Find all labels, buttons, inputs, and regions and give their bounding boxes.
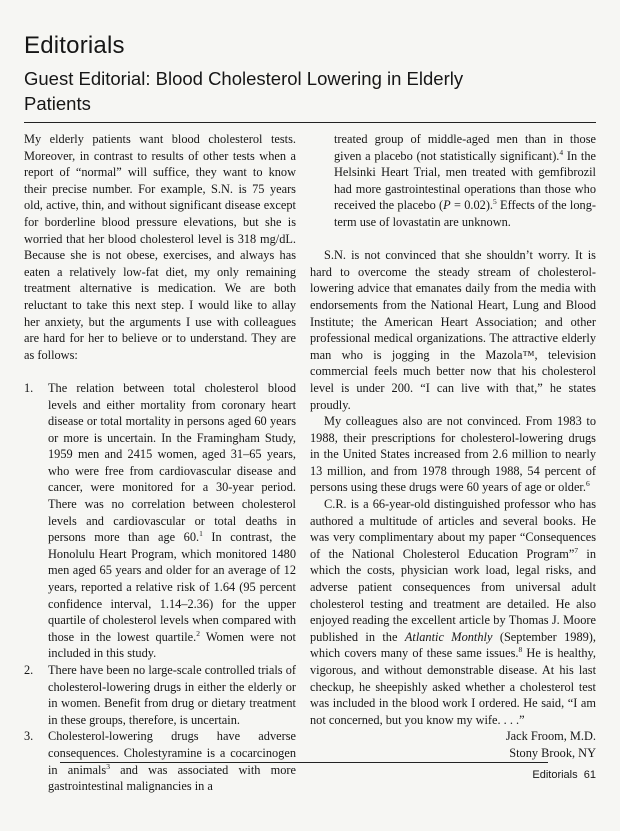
- section-title: Editorials: [24, 32, 125, 59]
- article-title: Guest Editorial: Blood Cholesterol Lowering in Elderly Patients: [24, 68, 464, 114]
- footer-label: Editorials: [532, 769, 578, 781]
- list-item-continuation: [310, 131, 596, 231]
- paragraph-text: My colleagues also are not convinced. From 1983 to 1988, their prescriptions for cholesterol-lowering drugs in the United States increased from 2.6 million to nearly 13 million, and from 1978 through 1988, 54 percent of persons using these drugs were 60 years of age or older.: [310, 414, 596, 495]
- top-rule: [24, 122, 596, 123]
- list-text: In contrast, the Honolulu Heart Program, which monitored 1480 men aged 65 years and older for an average of 12 years, reported a relative risk of 1.64 (95 percent confidence interval, 1.14–2.36) for the upper quartile of cholesterol levels when compared with those in the lowest quartile.: [48, 530, 296, 644]
- reference-mark: 6: [585, 479, 590, 489]
- signature: [310, 728, 596, 761]
- page-number: 61: [583, 769, 596, 781]
- author-name: Jack Froom, M.D.: [505, 729, 596, 744]
- author-location: Stony Brook, NY: [509, 745, 596, 760]
- reference-mark: 5: [493, 197, 497, 207]
- intro-paragraph: My elderly patients want blood cholesterol tests. Moreover, in contrast to results of other tests when a report of “normal” will suffice, they want to know their precise number. For example, S.N. is 75 years old, active, thin, and without significant disease except for borderline blood pressure elevations, but she is worried that her blood cholesterol level is 318 mg/dL. Because she is not obese, exercises, and always has eaten a relatively low-fat diet, my only remaining treatment alternative is medication. We are both reluctant to take this next step. I would like to allay her anxiety, but the arguments I use with colleagues are hard for her to believe or to understand. They are as follows:: [24, 132, 296, 362]
- bottom-rule: [60, 762, 548, 763]
- reference-mark: 1: [199, 529, 203, 539]
- reference-mark: 4: [559, 147, 564, 157]
- p-value-label: P: [443, 198, 451, 213]
- reference-mark: 8: [518, 645, 523, 655]
- list-number: 2.: [24, 663, 34, 677]
- right-column: [310, 131, 596, 762]
- paragraph-colleagues: [310, 413, 596, 496]
- list-text: Women were not included in this study.: [48, 629, 296, 661]
- list-text: In the Helsinki Heart Trial, men treated with gemfibrozil had more gastrointestinal operations than those who received the placebo (: [334, 148, 596, 213]
- left-column: [24, 131, 296, 795]
- paragraph-text: He is healthy, vigorous, and without demonstrable disease. At his last checkup, he sheepishly asked whether a cholesterol test was included in the blood work I ordered. He said, “I am not concerned, but you know my wife. . . .”: [310, 646, 596, 727]
- reference-mark: 3: [106, 761, 110, 771]
- list-item: [24, 380, 296, 662]
- reference-mark: 7: [574, 545, 579, 555]
- list-number: 3.: [24, 729, 34, 744]
- list-text: The relation between total cholesterol blood levels and either mortality from coronary heart disease or total mortality in persons aged 60 years or more is uncertain. In the Framingham Study, 1959 men and 2415 women, aged 31–65 years, who were free from cardiovascular disease and cancer, were monitored for a 30-year period. There was no correlation between cholesterol levels and cardiovascular or total deaths in persons more than age 60.: [48, 380, 296, 545]
- list-number: 1.: [24, 380, 34, 395]
- page-footer: [532, 769, 596, 781]
- paragraph-text: C.R. is a 66-year-old distinguished professor who has authored a multitude of articles and several books. He was very complimentary about my paper “Consequences of the National Cholesterol Education Program”: [310, 497, 596, 561]
- paragraph-text: (September 1989), which covers many of these same issues.: [310, 629, 596, 661]
- paragraph-cr: [310, 496, 596, 728]
- list-text: There have been no large-scale controlled trials of cholesterol-lowering drugs in either the elderly or in women. Benefit from drug or dietary treatment in these groups, therefore, is uncertain.: [48, 663, 296, 727]
- paragraph-text: in which the costs, physician work load, legal risks, and adverse patient consequences from universal adult cholesterol testing and treatment are detailed. He also enjoyed reading the excellent article by Thomas J. Moore published in the: [310, 546, 596, 644]
- list-text: Effects of the long-term use of lovastatin are unknown.: [334, 198, 596, 229]
- list-item: [24, 662, 296, 728]
- journal-title: Atlantic Monthly: [404, 629, 493, 644]
- reference-mark: 2: [196, 628, 200, 638]
- list-text: = 0.02).: [450, 198, 494, 213]
- list-text: treated group of middle-aged men than in those given a placebo (not statistically significant).: [334, 132, 596, 163]
- list-text: and was associated with more gastrointestinal malignancies in a: [48, 762, 296, 794]
- argument-list: [24, 380, 296, 795]
- paragraph-sn: S.N. is not convinced that she shouldn’t worry. It is hard to overcome the steady stream of cholesterol-lowering advice that emanates daily from the media with endorsements from the National Heart, Lung and Blood Institute; the American Heart Association; and other professional medical organizations. The attractive elderly man who is jogging in the Mazola™, television commercial feels much better now that his cholesterol level is under 200. “I can live with that,” he states proudly.: [310, 248, 596, 412]
- spacer: [24, 363, 296, 380]
- spacer: [310, 231, 596, 248]
- list-text: Cholesterol-lowering drugs have adverse consequences. Cholestyramine is a cocarcinogen in animals: [48, 729, 296, 777]
